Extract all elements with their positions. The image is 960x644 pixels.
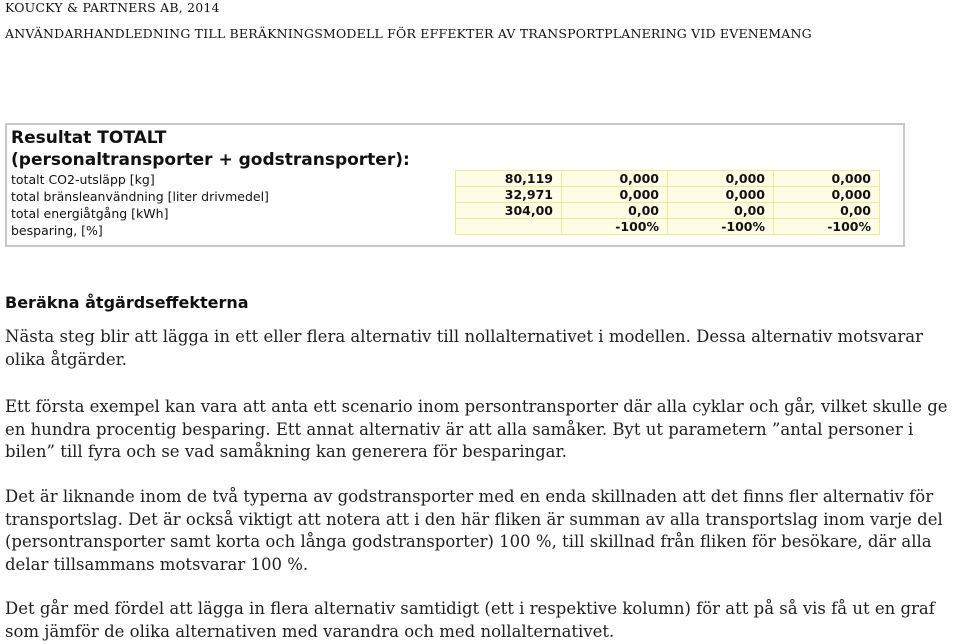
row-label-fuel: total bränsleanvändning [liter drivmedel] bbox=[11, 189, 269, 204]
result-title: Resultat TOTALT bbox=[11, 128, 167, 148]
result-subtitle: (personaltransporter + godstransporter): bbox=[11, 150, 410, 170]
table-row bbox=[456, 219, 880, 235]
document-header-title: ANVÄNDARHANDLEDNING TILL BERÄKNINGSMODELL FÖR EFFEKTER AV TRANSPORTPLANERING VID EVENEMANG bbox=[5, 26, 812, 41]
value-cell[interactable]: 32,971 bbox=[456, 187, 562, 203]
paragraph: Det går med fördel att lägga in flera alternativ samtidigt (ett i respektive kolumn) för att på så vis få ut en graf som jämför de olika alternativen med varandra och med nollalternativet. bbox=[5, 599, 935, 641]
value-cell[interactable]: 0,000 bbox=[774, 187, 880, 203]
paragraph: Nästa steg blir att lägga in ett eller flera alternativ till nollalternativet i modellen. Dessa alternativ motsvarar olika åtgärder. bbox=[5, 327, 923, 369]
value-cell[interactable]: 80,119 bbox=[456, 171, 562, 187]
result-total-panel bbox=[5, 123, 905, 247]
value-cell[interactable]: 0,000 bbox=[562, 187, 668, 203]
section-heading: Beräkna åtgärdseffekterna bbox=[5, 293, 249, 312]
value-cell[interactable]: 0,000 bbox=[562, 171, 668, 187]
row-label-energy: total energiåtgång [kWh] bbox=[11, 206, 169, 221]
value-cell[interactable]: 0,00 bbox=[668, 203, 774, 219]
result-values-table bbox=[455, 170, 880, 235]
table-row bbox=[456, 187, 880, 203]
value-cell[interactable]: 0,000 bbox=[668, 171, 774, 187]
table-row bbox=[456, 203, 880, 219]
value-cell[interactable]: -100% bbox=[562, 219, 668, 235]
value-cell[interactable]: 0,00 bbox=[774, 203, 880, 219]
row-label-saving: besparing, [%] bbox=[11, 223, 103, 238]
value-cell[interactable]: -100% bbox=[774, 219, 880, 235]
value-cell[interactable]: 304,00 bbox=[456, 203, 562, 219]
value-cell[interactable]: 0,00 bbox=[562, 203, 668, 219]
row-label-co2: totalt CO2-utsläpp [kg] bbox=[11, 172, 155, 187]
value-cell[interactable]: -100% bbox=[668, 219, 774, 235]
document-header-company: KOUCKY & PARTNERS AB, 2014 bbox=[5, 0, 220, 15]
table-row bbox=[456, 171, 880, 187]
value-cell[interactable]: 0,000 bbox=[668, 187, 774, 203]
value-cell[interactable]: 0,000 bbox=[774, 171, 880, 187]
value-cell[interactable] bbox=[456, 219, 562, 235]
paragraph: Det är liknande inom de två typerna av godstransporter med en enda skillnaden att det finns fler alternativ för transportslag. Det är också viktigt att notera att i den här fliken är summan av alla transportslag inom varje del (persontransporter samt korta och långa godstransporter) 100 %, till skillnad från fliken för besökare, där alla delar tillsammans motsvarar 100 %. bbox=[5, 487, 943, 574]
paragraph: Ett första exempel kan vara att anta ett scenario inom persontransporter där alla cyklar och går, vilket skulle ge en hundra procentig besparing. Ett annat alternativ är att alla samåker. Byt ut parametern ”antal personer i bilen” till fyra och se vad samåkning kan generera för besparingar. bbox=[5, 397, 948, 461]
